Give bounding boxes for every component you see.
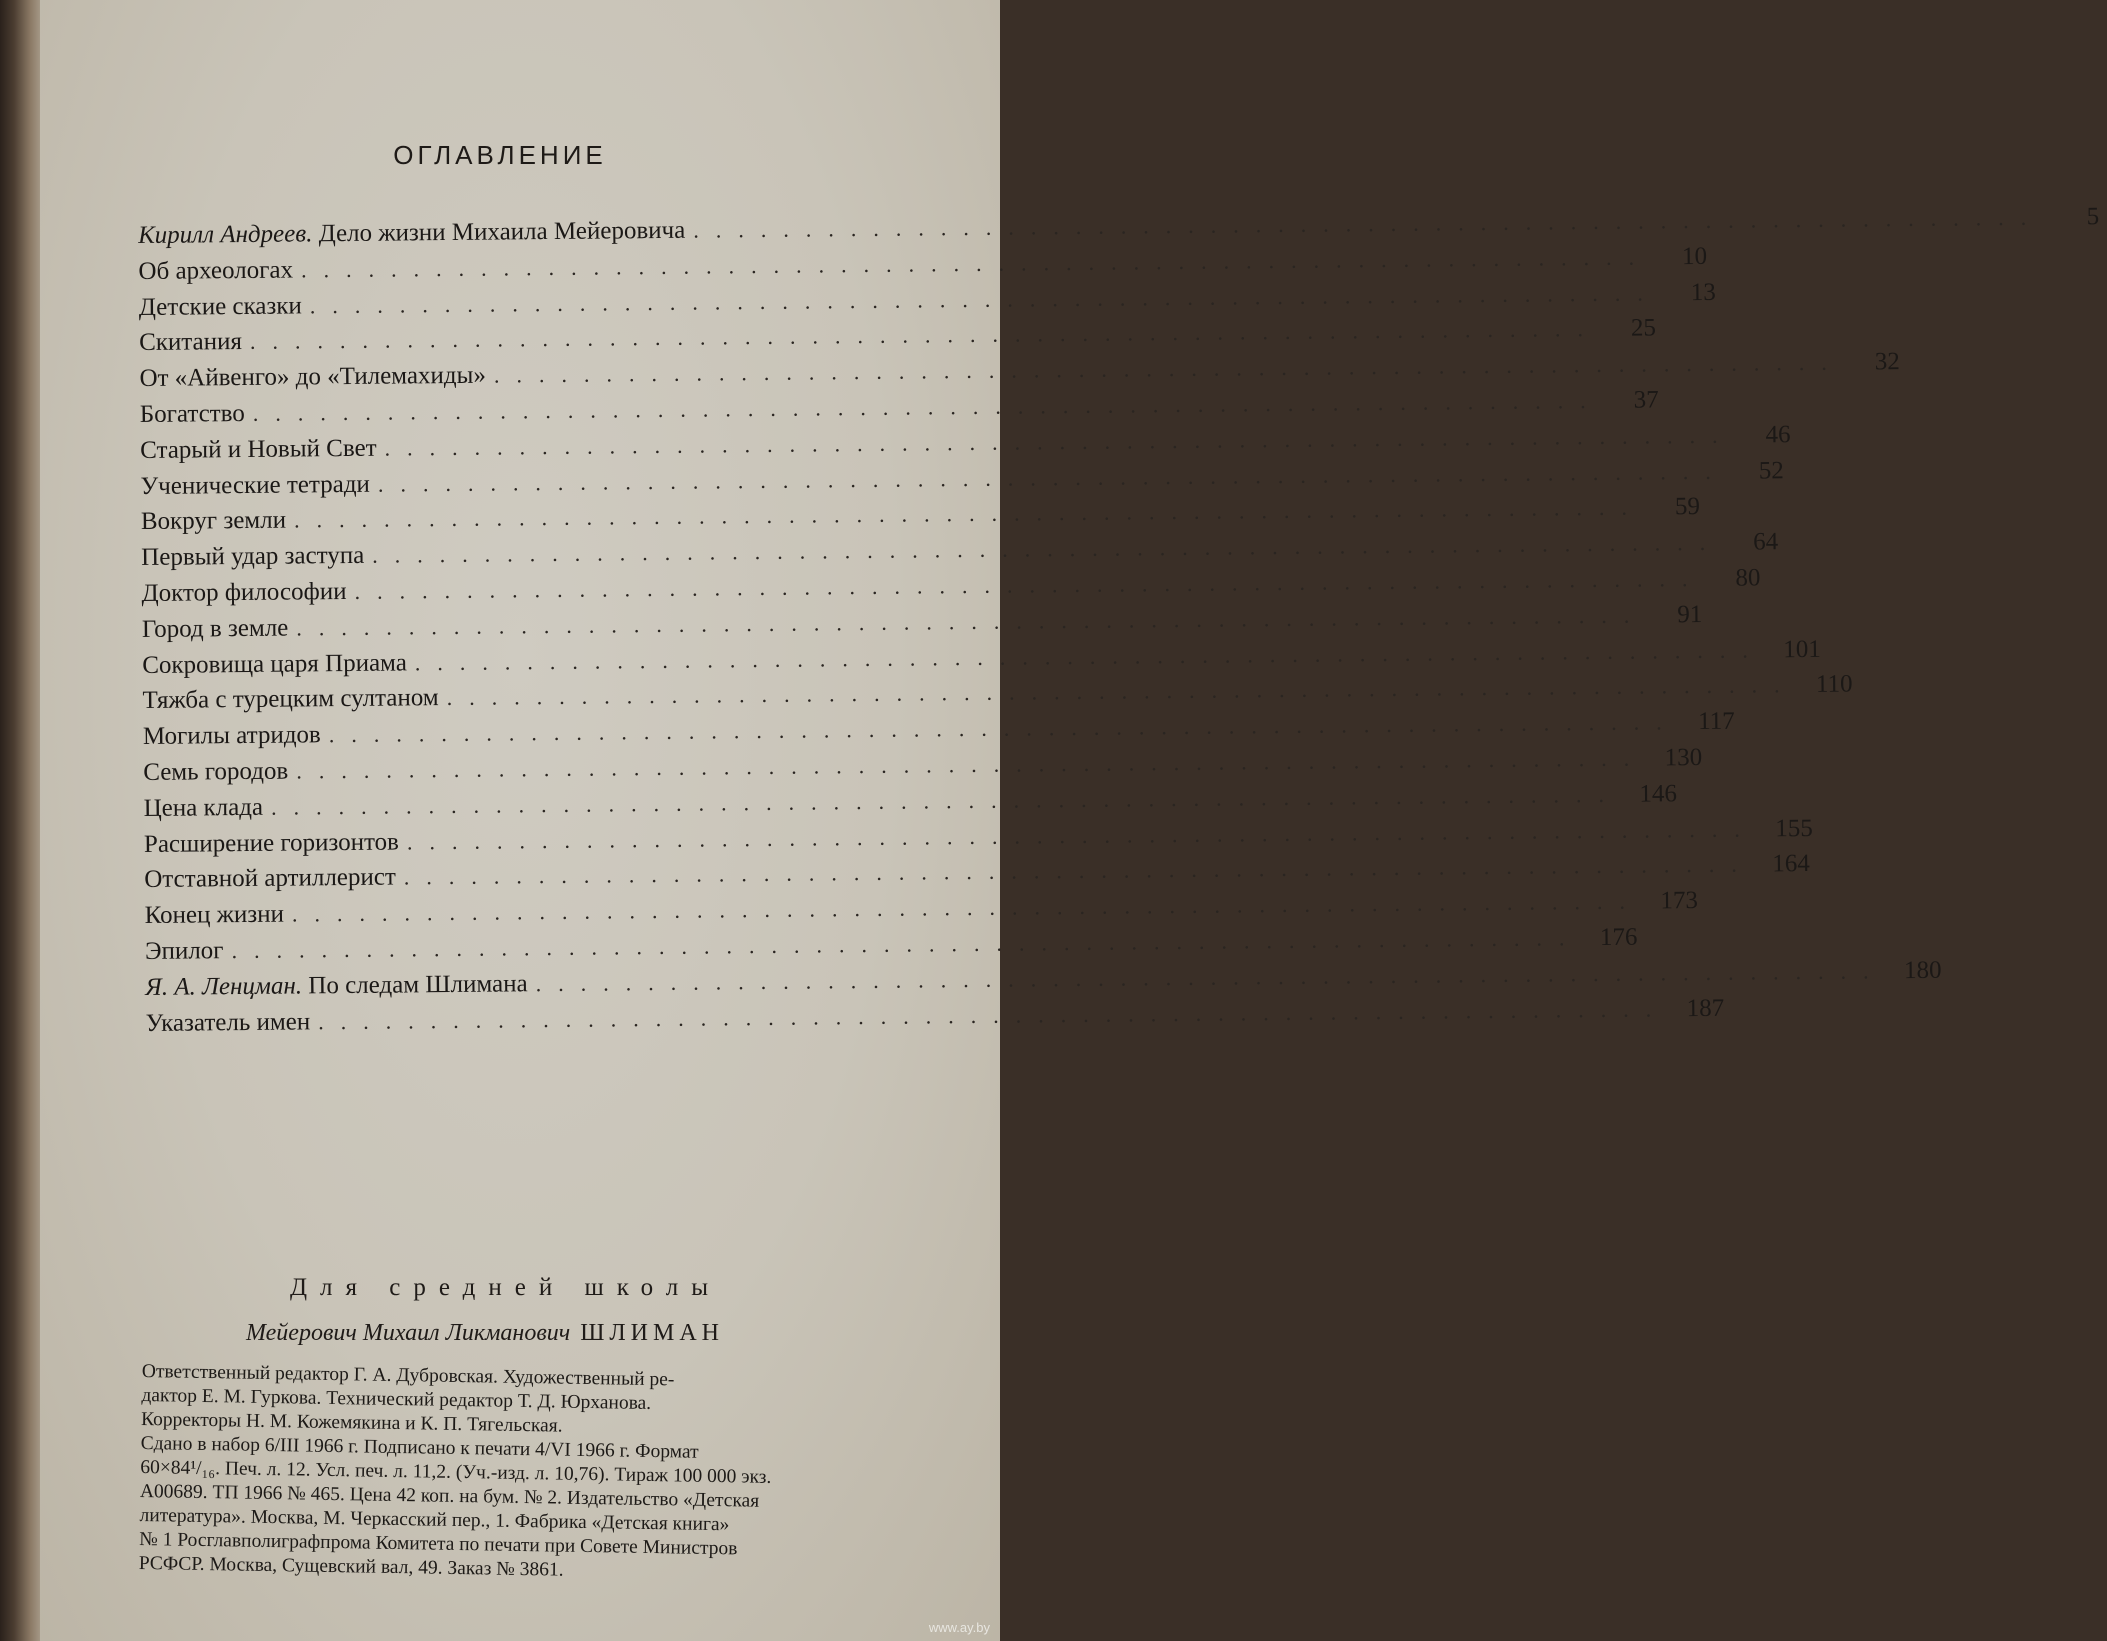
toc-leader-dots: ............................................................ [309,279,1660,318]
toc-entry-title [139,292,310,322]
toc-leader-dots: ............................................................ [372,529,1723,568]
toc-entry-title [141,507,294,536]
toc-entry-name: Сокровища царя Приама [142,649,407,679]
toc-leader-dots: ............................................................ [493,349,1844,388]
toc-entry-title [145,937,232,966]
toc-entry-name: Цена клада [143,793,264,822]
toc-leader-dots: ............................................................ [377,458,1728,497]
toc-entry-title [143,757,296,786]
toc-leader-dots: ............................................................ [384,422,1735,461]
table-of-contents [138,203,2100,1045]
toc-page-number: 46 [1765,420,1791,449]
toc-page-number: 176 [1599,923,1638,951]
toc-page-number: 10 [1681,242,1708,270]
page-heading: ОГЛАВЛЕНИЕ [393,140,607,170]
toc-page-number: 5 [2086,203,2100,231]
toc-entry-title [142,614,297,643]
toc-entry-name: Семь городов [143,757,289,786]
toc-entry-title [146,1008,319,1038]
toc-entry-title [141,542,372,572]
toc-entry-title [141,578,354,608]
toc-entry-name: Богатство [139,399,245,428]
toc-page-number: 146 [1639,780,1678,808]
toc-entry-title [142,684,446,715]
toc-entry-name: Отставной артиллерист [144,863,396,894]
toc-page-number: 155 [1775,814,1813,842]
colophon-line: Сдано в набор 6/III 1966 г. Подписано к печати 4/VI 1966 г. Формат [140,1432,699,1463]
toc-leader-dots: ............................................................ [296,602,1647,641]
toc-leader-dots: ............................................................ [291,888,1643,927]
toc-leader-dots: ............................................................ [293,494,1645,533]
toc-entry-name: Тяжба с турецким султаном [142,684,439,715]
toc-entry-title [138,217,693,250]
toc-page-number: 173 [1660,887,1699,915]
toc-entry-title [140,470,378,500]
toc-entry-name: Об археологах [138,256,294,285]
colophon [139,1360,962,1589]
audience-note: Для средней школы [290,1274,722,1301]
watermark: www.ay.by [928,1620,990,1635]
toc-leader-dots: ............................................................ [406,816,1757,854]
toc-entry-name: Первый удар заступа [141,542,365,572]
toc-leader-dots: ............................................................ [328,709,1679,748]
toc-page-number: 130 [1664,743,1703,772]
toc-page-number: 37 [1633,386,1659,414]
toc-leader-dots: ............................................................ [693,204,2044,243]
colophon-line: 60×84¹/₁₆. Печ. л. 12. Усл. печ. л. 11,2. (Уч.-изд. л. 10,76). Тираж 100 000 экз. [140,1456,772,1488]
toc-leader-dots: ............................................................ [231,925,1582,964]
toc-entry-title [144,864,404,894]
toc-entry-name: Доктор философии [141,577,347,607]
toc-leader-dots: ............................................................ [414,636,1765,675]
toc-entry-title [144,828,407,859]
toc-entry-title [145,970,536,1002]
toc-entry-title [143,794,271,823]
toc-entry-author: Кирилл Андреев. [138,220,313,249]
toc-entry-name: Детские сказки [138,292,302,321]
colophon-line: РСФСР. Москва, Сущевский вал, 49. Заказ № 3861. [138,1552,564,1581]
toc-leader-dots: ............................................................ [296,745,1647,784]
toc-page-number: 101 [1783,635,1821,663]
toc-entry-title [145,901,293,930]
toc-entry-name: От «Айвенго» до «Тилемахиды» [139,361,487,393]
toc-entry-title [139,328,250,357]
toc-entry-title [142,649,415,680]
colophon-line: дактор Е. М. Гуркова. Технический редактор Т. Д. Юрханова. [141,1384,652,1415]
toc-entry-title [143,721,329,751]
toc-page-number: 52 [1758,456,1784,485]
toc-entry-name: Ученические тетради [140,470,370,500]
toc-page-number: 180 [1903,956,1942,984]
toc-page-number: 91 [1677,600,1703,629]
toc-leader-dots: ............................................................ [270,781,1622,820]
toc-entry-title [139,362,494,393]
toc-page-number: 187 [1686,994,1725,1022]
toc-leader-dots: ............................................................ [535,957,1886,996]
toc-page-number: 32 [1874,348,1900,376]
toc-page-number: 110 [1815,670,1853,699]
toc-entry-name: Вокруг земли [140,506,287,536]
toc-page-number: 64 [1753,528,1779,556]
colophon-line: Корректоры Н. М. Кожемякина и К. П. Тягельская. [140,1408,563,1437]
toc-leader-dots: ............................................................ [446,672,1797,711]
toc-entry-name: Эпилог [144,937,224,965]
colophon-line: № 1 Росглавполиграфпрома Комитета по печати при Совете Министров [139,1528,738,1560]
toc-entry-name: Указатель имен [145,1007,311,1037]
toc-entry-name: Могилы атридов [142,721,321,751]
toc-entry-name: Город в земле [141,614,289,643]
toc-entry-name: По следам Шлимана [308,970,528,1000]
toc-entry-title [138,256,301,286]
toc-entry-author: Я. А. Ленцман. [145,972,303,1001]
book-author-title [246,1320,724,1347]
toc-entry-name: Расширение горизонтов [143,828,400,858]
toc-leader-dots: ............................................................ [300,244,1652,283]
toc-leader-dots: ............................................................ [252,387,1603,426]
toc-page-number: 80 [1735,564,1761,592]
toc-page-number: 164 [1772,850,1810,878]
toc-page-number: 25 [1630,314,1657,343]
toc-page-number: 59 [1674,493,1701,521]
toc-entry-title [140,400,253,429]
toc-entry-name: Скитания [139,328,243,357]
toc-leader-dots: ............................................................ [249,316,1601,355]
toc-page-number: 117 [1698,707,1735,736]
book-title: ШЛИМАН [580,1320,725,1346]
toc-entry-name: Конец жизни [144,900,285,930]
colophon-line: литература». Москва, М. Черкасский пер., 1. Фабрика «Детская книга» [139,1504,730,1536]
toc-page-number: 13 [1690,278,1716,306]
colophon-line: А00689. ТП 1966 № 465. Цена 42 коп. на бум. № 2. Издательство «Детская [139,1480,760,1512]
book-author: Мейерович Михаил Ликманович [246,1320,571,1346]
toc-entry-title [140,434,385,464]
toc-leader-dots: ............................................................ [318,995,1669,1034]
toc-entry-name: Дело жизни Михаила Мейеровича [318,216,686,248]
toc-entry-name: Старый и Новый Свет [140,434,377,464]
colophon-line: Ответственный редактор Г. А. Дубровская. Художественный ре- [141,1360,675,1391]
toc-leader-dots: ............................................................ [403,851,1754,890]
toc-leader-dots: ............................................................ [354,565,1705,604]
